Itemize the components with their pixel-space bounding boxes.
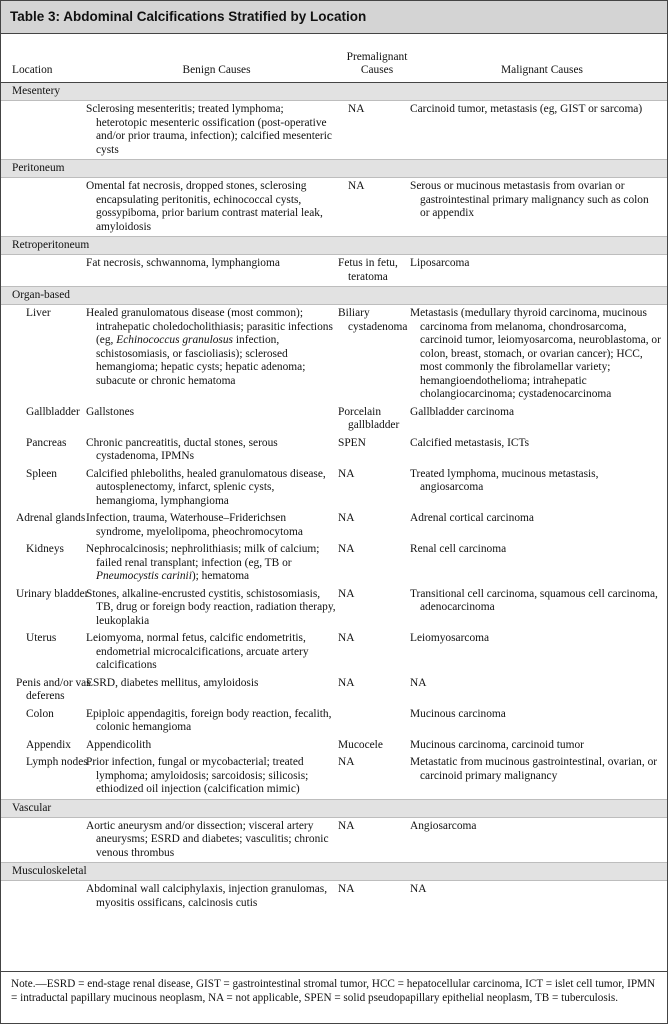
- benign-cell: Stones, alkaline-encrusted cystitis, schistosomiasis, TB, drug or foreign body reaction, radiation therapy, leukoplakia: [86, 587, 336, 627]
- benign-cell: Aortic aneurysm and/or dissection; visceral artery aneurysms; ESRD and diabetes; vasculitis; chronic venous thrombus: [86, 819, 329, 859]
- section-row: [1, 237, 667, 255]
- table-row: [1, 178, 667, 237]
- header-malignant: Malignant Causes: [417, 34, 667, 83]
- calcification-table: [1, 34, 667, 912]
- malignant-cell: Metastatic from mucinous gastrointestinal, ovarian, or carcinoid primary malignancy: [410, 756, 658, 782]
- malignant-cell: Gallbladder carcinoma: [410, 405, 515, 418]
- benign-cell: Leiomyoma, normal fetus, calcific endometritis, endometrial microcalcifications, arcuate artery calcifications: [86, 632, 309, 671]
- premalignant-cell: NA: [348, 103, 365, 115]
- malignant-cell: Renal cell carcinoma: [410, 543, 507, 555]
- malignant-cell: Angiosarcoma: [410, 819, 477, 832]
- table-row: [1, 255, 667, 287]
- malignant-cell: Mucinous carcinoma: [410, 707, 506, 720]
- location-cell: Adrenal glands: [16, 512, 86, 524]
- table-footnote: Note.—ESRD = end-stage renal disease, GIST = gastrointestinal stromal tumor, HCC = hepatocellular carcinoma, ICT = islet cell tumor, IPMN = intraductal papillary mucinous neoplasm, NA = not applicable, SPEN = solid pseudopapillary epithelial neoplasm, TB = tuberculosis.: [1, 971, 667, 1005]
- table-title: Table 3: Abdominal Calcifications Stratified by Location: [1, 1, 667, 34]
- malignant-cell: Serous or mucinous metastasis from ovarian or gastrointestinal primary malignancy such as colon or appendix: [410, 180, 649, 219]
- table-row: [1, 101, 667, 160]
- location-cell: Appendix: [26, 738, 71, 751]
- malignant-cell: Treated lymphoma, mucinous metastasis, angiosarcoma: [410, 467, 599, 493]
- location-cell: Gallbladder: [26, 405, 80, 418]
- premalignant-cell: Biliary cystadenoma: [338, 307, 408, 333]
- section-label: Organ-based: [1, 287, 667, 305]
- premalignant-cell: NA: [338, 676, 355, 689]
- malignant-cell: Transitional cell carcinoma, squamous cell carcinoma, adenocarcinoma: [410, 587, 658, 613]
- section-label: Vascular: [1, 799, 667, 817]
- benign-cell: Epiploic appendagitis, foreign body reaction, fecalith, colonic hemangioma: [86, 707, 332, 733]
- section-label: Retroperitoneum: [1, 237, 667, 255]
- header-benign: Benign Causes: [96, 34, 337, 83]
- table-row: [1, 541, 667, 586]
- table-row: [1, 737, 667, 755]
- table-row: [1, 754, 667, 799]
- premalignant-cell: NA: [338, 632, 355, 644]
- premalignant-cell: NA: [338, 543, 355, 555]
- benign-cell: Infection, trauma, Waterhouse–Friderichsen syndrome, myelolipoma, pheochromocytoma: [86, 512, 303, 538]
- table-row: [1, 466, 667, 511]
- premalignant-cell: NA: [338, 587, 355, 600]
- premalignant-cell: NA: [338, 883, 355, 895]
- table-row: [1, 881, 667, 913]
- malignant-cell: Adrenal cortical carcinoma: [410, 512, 534, 524]
- location-cell: Liver: [26, 307, 51, 319]
- premalignant-cell: Mucocele: [338, 738, 383, 751]
- premalignant-cell: NA: [348, 180, 365, 192]
- table-row: [1, 675, 667, 706]
- benign-cell: Chronic pancreatitis, ductal stones, serous cystadenoma, IPMNs: [86, 436, 278, 462]
- table-row: [1, 817, 667, 863]
- malignant-cell: Calcified metastasis, ICTs: [410, 436, 530, 449]
- malignant-cell: Liposarcoma: [410, 257, 470, 269]
- table-row: [1, 305, 667, 404]
- premalignant-cell: SPEN: [338, 436, 366, 449]
- location-cell: Pancreas: [26, 436, 67, 449]
- table-row: [1, 706, 667, 737]
- premalignant-cell: Porcelain gallbladder: [338, 405, 400, 431]
- benign-cell: Omental fat necrosis, dropped stones, sclerosing encapsulating peritonitis, echinococcal cysts, gossypiboma, prior barium contrast material leak, amyloidosis: [86, 180, 323, 233]
- header-premalignant: Premalignant Causes: [337, 34, 417, 83]
- table-row: [1, 630, 667, 675]
- location-cell: Colon: [26, 707, 54, 720]
- premalignant-cell: NA: [338, 467, 355, 480]
- table-row: [1, 586, 667, 631]
- section-row: [1, 160, 667, 178]
- malignant-cell: Mucinous carcinoma, carcinoid tumor: [410, 738, 584, 751]
- premalignant-cell: [337, 706, 417, 737]
- section-row: [1, 863, 667, 881]
- benign-cell: Sclerosing mesenteritis; treated lymphoma; heterotopic mesenteric ossification (post-operative and/or prior trauma, infection); calcified mesenteric cysts: [86, 103, 332, 156]
- benign-cell: Calcified phleboliths, healed granulomatous disease, autosplenectomy, infarct, splenic cysts, hemangioma, lymphangioma: [86, 467, 326, 507]
- location-cell: Lymph nodes: [26, 756, 88, 768]
- benign-cell: Gallstones: [86, 405, 135, 418]
- benign-cell: Appendicolith: [86, 738, 152, 751]
- location-cell: Urinary bladder: [16, 587, 89, 600]
- benign-cell: Abdominal wall calciphylaxis, injection granulomas, myositis ossificans, calcinosis cutis: [86, 883, 328, 909]
- malignant-cell: Leiomyosarcoma: [410, 632, 490, 644]
- premalignant-cell: NA: [338, 512, 355, 524]
- section-label: Peritoneum: [1, 160, 667, 178]
- location-cell: Penis and/or vas deferens: [16, 676, 91, 702]
- benign-cell: ESRD, diabetes mellitus, amyloidosis: [86, 676, 259, 689]
- premalignant-cell: NA: [338, 819, 355, 832]
- location-cell: Spleen: [26, 467, 58, 480]
- header-row: [1, 34, 667, 83]
- premalignant-cell: Fetus in fetu, teratoma: [338, 257, 398, 283]
- section-row: [1, 83, 667, 101]
- premalignant-cell: NA: [338, 756, 355, 768]
- benign-cell: Nephrocalcinosis; nephrolithiasis; milk of calcium; failed renal transplant; infection (eg, TB or Pneumocystis carinii); hematoma: [86, 543, 320, 582]
- table-row: [1, 435, 667, 466]
- table-row: [1, 404, 667, 435]
- section-row: [1, 287, 667, 305]
- location-cell: Uterus: [26, 632, 57, 644]
- benign-cell: Fat necrosis, schwannoma, lymphangioma: [86, 257, 280, 269]
- table-row: [1, 510, 667, 541]
- malignant-cell: NA: [410, 883, 427, 895]
- section-row: [1, 799, 667, 817]
- header-location: Location: [1, 34, 96, 83]
- benign-cell: Prior infection, fungal or mycobacterial; treated lymphoma; amyloidosis; sarcoidosis; silicosis; ethiodized oil injection (calcification mimic): [86, 756, 309, 795]
- malignant-cell: Carcinoid tumor, metastasis (eg, GIST or sarcoma): [410, 103, 643, 115]
- malignant-cell: Metastasis (medullary thyroid carcinoma, mucinous carcinoma from melanoma, chondrosarcoma, carcinoid tumor, leiomyosarcoma, neuroblastoma, or colon, breast, stomach, or ovarian cancer); HCC, most commonly the fibrolamellar variety; hemangioendothelioma; intrahepatic cholangiocarcinoma; cystadenocarcinoma: [410, 307, 661, 400]
- benign-cell: Healed granulomatous disease (most common); intrahepatic choledocholithiasis; parasitic infections (eg, Echinococcus granulosus infection, schistosomiasis, or fascioliasis); sclerosed hemangioma; hepatic cysts; hepatic adenoma; subacute or chronic hematoma: [86, 307, 333, 387]
- malignant-cell: NA: [410, 676, 427, 689]
- section-label: Musculoskeletal: [1, 863, 667, 881]
- section-label: Mesentery: [1, 83, 667, 101]
- location-cell: Kidneys: [26, 543, 64, 555]
